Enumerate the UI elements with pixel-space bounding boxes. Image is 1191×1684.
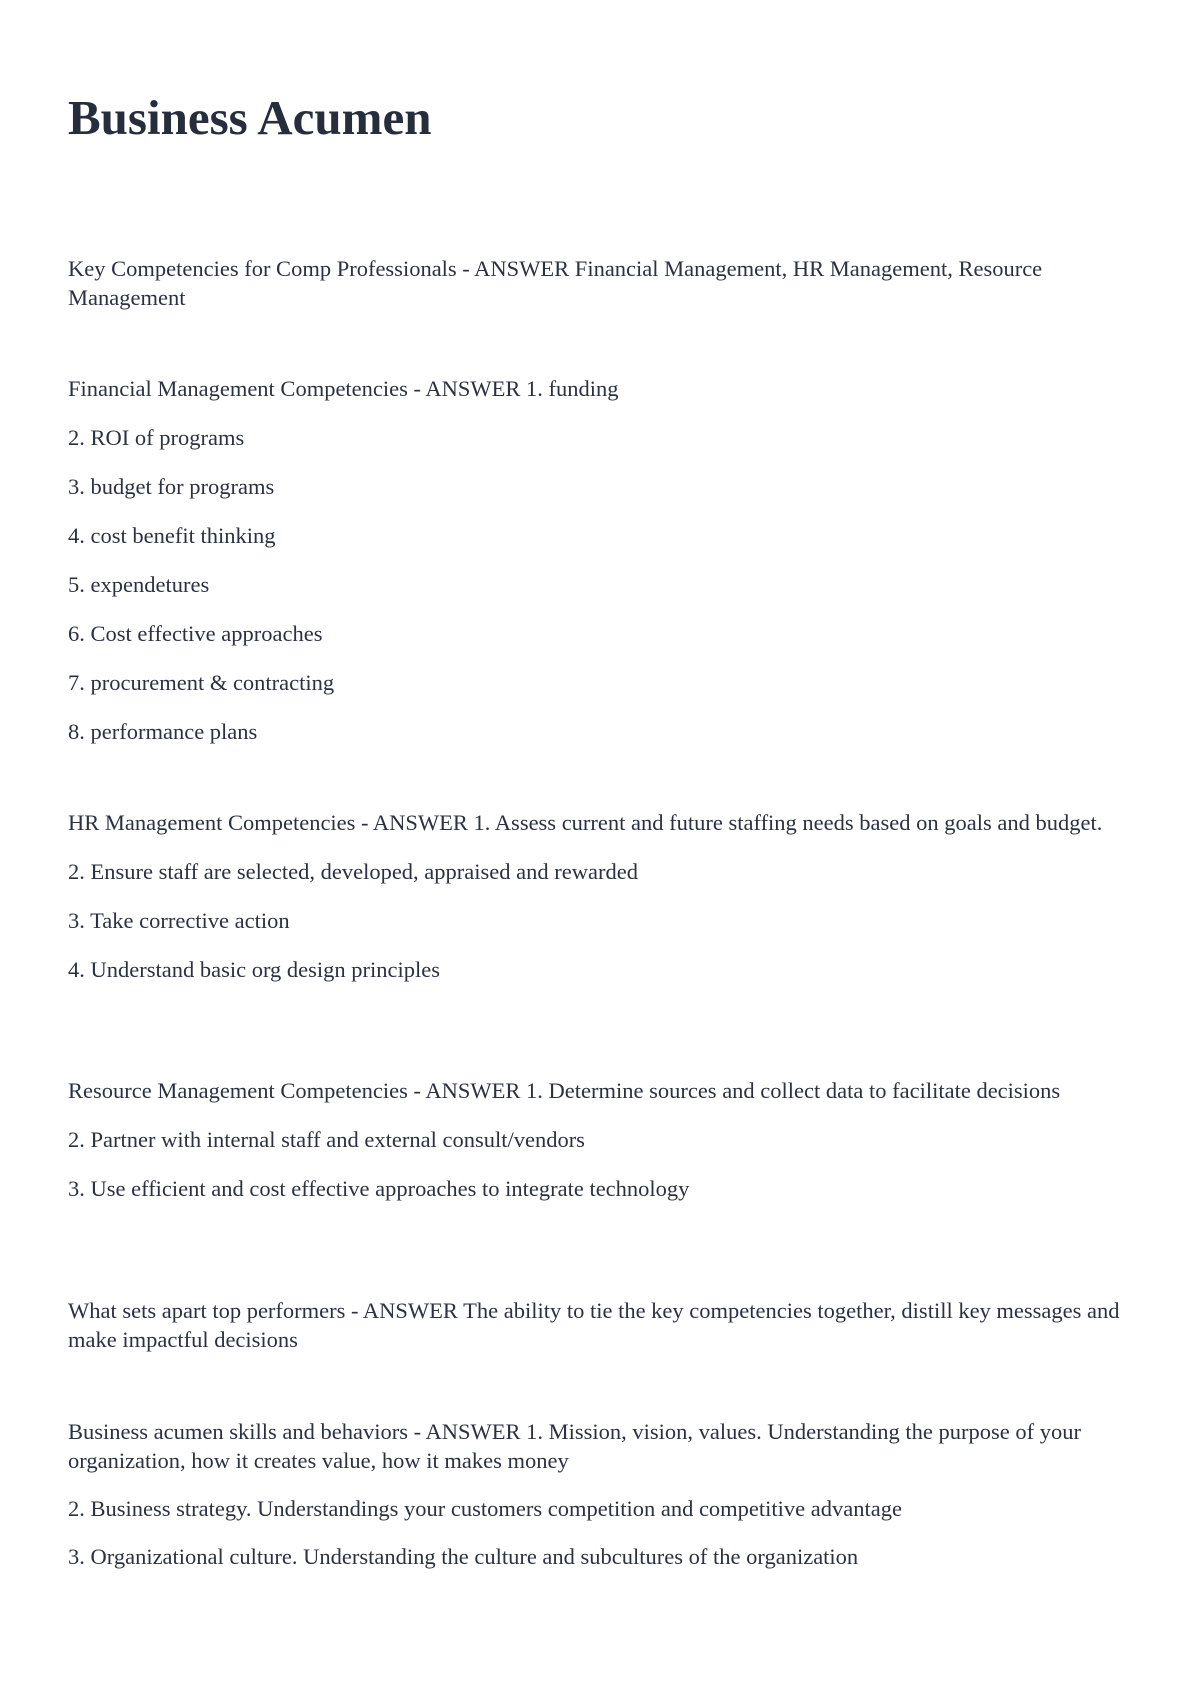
document-title: Business Acumen [68, 90, 432, 145]
qa-question: What sets apart top performers - ANSWER The ability to tie the key competencies together, distill key messages and make impactful decisions [68, 1298, 1120, 1352]
qa-question: Key Competencies for Comp Professionals - ANSWER Financial Management, HR Management, Resource Management [68, 256, 1043, 310]
answer-line: 8. performance plans [68, 719, 258, 744]
answer-line: 6. Cost effective approaches [68, 621, 323, 646]
answer-line: 2. Ensure staff are selected, developed, appraised and rewarded [68, 859, 638, 884]
answer-line: 3. Take corrective action [68, 908, 290, 933]
answer-line: 3. Use efficient and cost effective approaches to integrate technology [68, 1176, 690, 1201]
qa-block-resource-management [68, 1076, 1128, 1203]
qa-block-key-competencies [68, 254, 1128, 312]
qa-question: Business acumen skills and behaviors - ANSWER 1. Mission, vision, values. Understanding the purpose of your organization, how it creates value, how it makes money [68, 1419, 1082, 1473]
answer-line: 3. budget for programs [68, 474, 275, 499]
qa-block-financial-management [68, 374, 1128, 746]
qa-question: HR Management Competencies - ANSWER 1. Assess current and future staffing needs based on goals and budget. [68, 810, 1103, 835]
answer-line: 3. Organizational culture. Understanding the culture and subcultures of the organization [68, 1544, 859, 1569]
qa-block-hr-management [68, 808, 1128, 984]
answer-line: 7. procurement & contracting [68, 670, 335, 695]
answer-line: 4. cost benefit thinking [68, 523, 276, 548]
qa-block-top-performers [68, 1296, 1128, 1354]
qa-question: Resource Management Competencies - ANSWER 1. Determine sources and collect data to facilitate decisions [68, 1078, 1061, 1103]
answer-line: 2. Business strategy. Understandings your customers competition and competitive advantage [68, 1496, 902, 1521]
qa-question: Financial Management Competencies - ANSWER 1. funding [68, 376, 619, 401]
answer-line: 5. expendetures [68, 572, 210, 597]
qa-block-business-acumen-skills [68, 1417, 1128, 1571]
answer-line: 2. ROI of programs [68, 425, 245, 450]
answer-line: 2. Partner with internal staff and external consult/vendors [68, 1127, 585, 1152]
answer-line: 4. Understand basic org design principles [68, 957, 441, 982]
